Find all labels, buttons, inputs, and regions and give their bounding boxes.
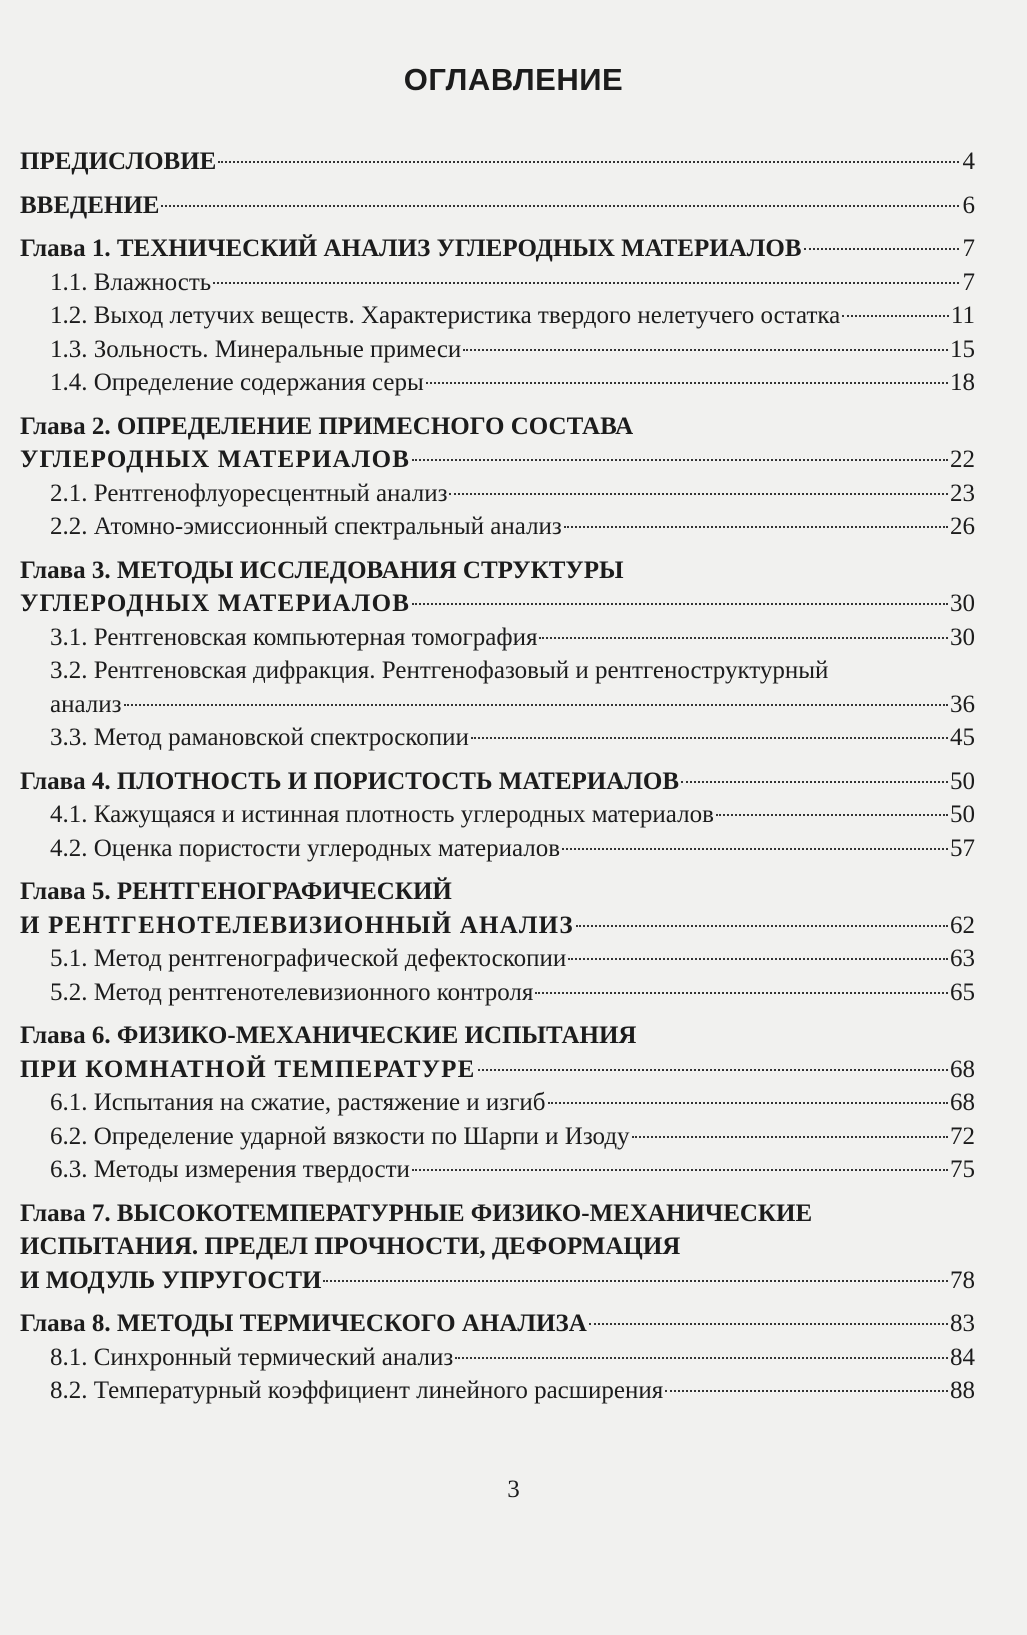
dot-leader [455,1357,948,1359]
entry-label: 6.2. Определение ударной вязкости по Шарпи и Изоду [50,1122,630,1150]
page-number: 22 [950,446,975,473]
entry-label: 1.4. Определение содержания серы [50,369,424,396]
dot-leader [471,737,948,739]
dot-leader [716,814,948,816]
toc-entry-chapter-8[interactable] [20,1307,975,1341]
page-number: 68 [950,1089,975,1116]
dot-leader [463,349,948,351]
toc-entry-section-4-1[interactable] [20,798,975,832]
toc-entry-section-5-1[interactable] [20,942,975,976]
toc-chapter-2-heading[interactable]: Глава 2. ОПРЕДЕЛЕНИЕ ПРИМЕСНОГО СОСТАВА [20,412,634,440]
entry-label: 6.1. Испытания на сжатие, растяжение и изгиб [50,1089,546,1116]
entry-label: УГЛЕРОДНЫХ МАТЕРИАЛОВ [20,590,411,617]
dot-leader [665,1390,948,1392]
entry-label: 2.1. Рентгенофлуоресцентный анализ [50,479,448,507]
page-number: 15 [950,335,975,363]
page-number: 68 [950,1055,975,1083]
entry-label: Глава 8. МЕТОДЫ ТЕРМИЧЕСКОГО АНАЛИЗА [20,1310,587,1337]
dot-leader [412,603,948,605]
page-number: 75 [950,1156,975,1183]
toc-entry-section-2-2[interactable] [20,510,975,544]
entry-label: ПРИ КОМНАТНОЙ ТЕМПЕРАТУРЕ [20,1055,476,1083]
page-number: 6 [962,191,975,219]
entry-label: ВВЕДЕНИЕ [20,191,160,219]
entry-label: И МОДУЛЬ УПРУГОСТИ [20,1266,322,1294]
toc-entry-section-8-1[interactable] [20,1341,975,1375]
page-number: 88 [950,1377,975,1404]
entry-label: 1.2. Выход летучих веществ. Характеристика твердого нелетучего остатка [50,302,841,329]
toc-chapter-5-heading[interactable]: Глава 5. РЕНТГЕНОГРАФИЧЕСКИЙ [20,878,452,905]
toc-entry-section-2-1[interactable] [20,477,975,511]
dot-leader [568,958,948,960]
toc-entry-section-1-4[interactable] [20,366,975,400]
toc-entry-section-3-2[interactable] [20,688,975,722]
toc-entry-section-1-3[interactable] [20,333,975,367]
dot-leader [632,1136,948,1138]
dot-leader [213,282,959,284]
page-number: 45 [950,724,975,751]
dot-leader [681,781,948,783]
page-number: 62 [950,911,975,939]
dot-leader [478,1069,949,1071]
page-number: 4 [962,148,975,175]
dot-leader [124,704,948,706]
dot-leader [562,848,948,850]
page-number: 65 [950,978,975,1006]
toc-entry-section-5-2[interactable] [20,976,975,1010]
page-number: 23 [950,479,975,507]
page-number: 30 [950,623,975,651]
page-number: 72 [950,1122,975,1150]
dot-leader [426,382,948,384]
entry-label: 4.2. Оценка пористости углеродных материалов [50,834,561,862]
page-number: 57 [950,834,975,862]
dot-leader [161,205,959,207]
toc-entry-chapter-3[interactable] [20,587,975,621]
entry-label: Глава 4. ПЛОТНОСТЬ И ПОРИСТОСТЬ МАТЕРИАЛОВ [20,767,680,795]
page-title: ОГЛАВЛЕНИЕ [403,62,624,97]
page-number: 78 [950,1266,975,1294]
toc-entry-section-1-1[interactable] [20,266,975,300]
entry-label: 3.3. Метод рамановской спектроскопии [50,724,469,751]
entry-label: 3.1. Рентгеновская компьютерная томография [50,623,538,651]
toc-entry-chapter-6[interactable] [20,1053,975,1087]
toc-chapter-6-heading[interactable]: Глава 6. ФИЗИКО-МЕХАНИЧЕСКИЕ ИСПЫТАНИЯ [20,1022,637,1049]
toc-entry-chapter-7[interactable] [20,1264,975,1298]
entry-label: Глава 1. ТЕХНИЧЕСКИЙ АНАЛИЗ УГЛЕРОДНЫХ МАТЕРИАЛОВ [20,235,802,262]
dot-leader [548,1102,948,1104]
entry-label: УГЛЕРОДНЫХ МАТЕРИАЛОВ [20,446,411,473]
dot-leader [323,1280,948,1282]
dot-leader [539,637,948,639]
page-number: 63 [950,945,975,972]
toc-section-3-2-first-line[interactable]: 3.2. Рентгеновская дифракция. Рентгенофазовый и рентгеноструктурный [50,657,829,684]
entry-label: 4.1. Кажущаяся и истинная плотность углеродных материалов [50,801,714,828]
toc-entry-section-3-3[interactable] [20,721,975,755]
page-number: 84 [950,1343,975,1371]
page-number: 83 [950,1310,975,1337]
entry-label: ПРЕДИСЛОВИЕ [20,148,217,175]
toc-entry-section-6-3[interactable] [20,1153,975,1187]
toc-entry-section-3-1[interactable] [20,621,975,655]
page-number: 18 [950,369,975,396]
toc-entry-chapter-1[interactable] [20,232,975,266]
toc-chapter-7-heading-line-2[interactable]: ИСПЫТАНИЯ. ПРЕДЕЛ ПРОЧНОСТИ, ДЕФОРМАЦИЯ [20,1233,681,1260]
entry-label: 5.2. Метод рентгенотелевизионного контроля [50,978,534,1006]
page-number: 7 [962,268,975,296]
entry-label: анализ [50,690,122,718]
entry-label: 8.2. Температурный коэффициент линейного расширения [50,1377,664,1404]
dot-leader [412,1169,948,1171]
toc-entry-section-4-2[interactable] [20,832,975,866]
dot-leader [535,992,948,994]
page-number: 26 [950,513,975,540]
toc-entry-chapter-5[interactable] [20,909,975,943]
toc-entry-intro[interactable] [20,189,975,223]
dot-leader [449,493,948,495]
page-number: 11 [950,302,975,329]
toc-entry-chapter-4[interactable] [20,765,975,799]
entry-label: И РЕНТГЕНОТЕЛЕВИЗИОННЫЙ АНАЛИЗ [20,911,574,939]
entry-label: 2.2. Атомно-эмиссионный спектральный анализ [50,513,562,540]
toc-entry-section-8-2[interactable] [20,1374,975,1408]
entry-label: 5.1. Метод рентгенографической дефектоскопии [50,945,567,972]
toc-chapter-3-heading[interactable]: Глава 3. МЕТОДЫ ИССЛЕДОВАНИЯ СТРУКТУРЫ [20,556,624,584]
dot-leader [804,248,959,250]
page-number: 50 [950,767,975,795]
dot-leader [412,459,948,461]
toc-entry-section-1-2[interactable] [20,299,975,333]
toc-entry-section-6-2[interactable] [20,1120,975,1154]
page-number: 30 [950,590,975,617]
entry-label: 6.3. Методы измерения твердости [50,1156,410,1183]
dot-leader [589,1323,948,1325]
entry-label: 1.3. Зольность. Минеральные примеси [50,335,462,363]
page-folio-number: 3 [507,1476,520,1503]
dot-leader [576,925,948,927]
page-number: 50 [950,801,975,828]
dot-leader [564,526,948,528]
entry-label: 8.1. Синхронный термический анализ [50,1343,454,1371]
entry-label: 1.1. Влажность [50,268,212,296]
dot-leader [842,315,949,317]
toc-chapter-7-heading-line-1[interactable]: Глава 7. ВЫСОКОТЕМПЕРАТУРНЫЕ ФИЗИКО-МЕХАНИЧЕСКИЕ [20,1199,813,1227]
dot-leader [218,161,959,163]
toc-entry-preface[interactable] [20,145,975,179]
page-number: 7 [962,235,975,262]
table-of-contents [20,145,975,1408]
page-number: 36 [950,690,975,718]
toc-entry-chapter-2[interactable] [20,443,975,477]
toc-entry-section-6-1[interactable] [20,1086,975,1120]
